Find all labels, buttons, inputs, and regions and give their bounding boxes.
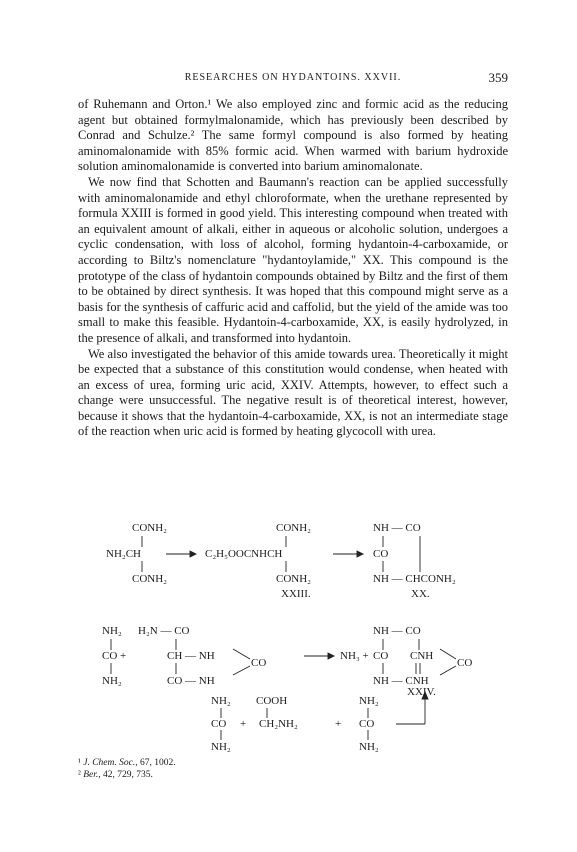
r3-u2-mid: CO [359, 718, 375, 730]
r2-ch-nh: CH — NH [167, 650, 215, 662]
footnote-1-ref: 67, 1002. [137, 758, 176, 768]
r3-g-top: NH₂ [211, 695, 231, 707]
r3-g-bot: NH₂ [211, 741, 231, 753]
footnote-2-mark: ² [78, 770, 81, 780]
r3-ch2nh2: CH₂NH₂ [259, 718, 298, 730]
reaction-scheme [78, 518, 508, 753]
r3-plus-2: + [335, 718, 342, 730]
paragraph-3: We also investigated the behavior of this amide towards urea. Theoretically it might be expected that a substance of this constitution would condense, when heated with an excess of urea, forming uric acid, XXIV. Attempts, however, to effect such a change were unsuccessful. The negative result is of theoretical interest, however, because it shows that the hydantoin-4-carboxamide, XX, is not an intermediate stage of the reaction when uric acid is formed by heating glycocoll with urea. [78, 346, 508, 439]
r3-g-mid: CO [211, 718, 227, 730]
r1-a-bot: CONH₂ [132, 573, 168, 585]
r2-urea-bot: NH₂ [102, 675, 122, 687]
r1-a-mid: NH₂CH [106, 548, 142, 560]
r3-u2-bot: NH₂ [359, 741, 379, 753]
paragraph-1: of Ruhemann and Orton.¹ We also employed zinc and formic acid as the reducing agent but obtained formylmalonamide, which has previously been described by Conrad and Schulze.² The same formyl compound is also formed by heating aminomalonamide with 85% formic acid. When warmed with barium hydroxide solution aminomalonamide is converted into barium aminomalonate. [78, 97, 508, 174]
r2-u-mid-left: CO [373, 650, 389, 662]
r1-b-top: CONH₂ [276, 522, 312, 534]
paragraph-2: We now find that Schotten and Baumann's reaction can be applied successfully with aminomalonamide and ethyl chloroformate, when the urethane represented by formula XXIII is formed in good yield. This interesting compound when treated with an equivalent amount of alkali, either in aqueous or alcoholic solution, undergoes a cyclic condensation, with loss of alcohol, forming hydantoin-4-carboxamide, or according to Biltz's nomenclature "hydantoylamide," XX. This compound is the prototype of the class of hydantoin compounds obtained by Biltz and the first of them to be obtained by direct synthesis. It was hoped that this compound might serve as a basis for the synthesis of caffuric acid and caffolid, but the yield of the amide was too small to make this feasible. Hydantoin-4-carboxamide, XX, is easily hydrolyzed, in the presence of alkali, and transformed into hydantoin. [78, 174, 508, 345]
footnote-2 [78, 769, 176, 781]
r2-u-bot: NH — CNH [373, 675, 429, 687]
r1-c-top: NH — CO [373, 522, 421, 534]
r1-a-top: CONH₂ [132, 522, 168, 534]
r1-c-bot: NH — CHCONH₂ [373, 573, 456, 585]
r2-u-top: NH — CO [373, 625, 421, 637]
footnotes [78, 757, 176, 781]
r3-u2-top: NH₂ [359, 695, 379, 707]
label-xxiii: XXIII. [281, 588, 311, 600]
r2-urea-top: NH₂ [102, 625, 122, 637]
r2-u-co: CO [457, 657, 473, 669]
r2-h2n-co: H₂N — CO [138, 625, 190, 637]
body-text [78, 97, 508, 440]
page-number: 359 [488, 70, 508, 85]
r1-c-mid: CO [373, 548, 389, 560]
label-xx: XX. [411, 588, 430, 600]
r1-b-bot: CONH₂ [276, 573, 312, 585]
r1-b-mid: C₂H₅OOCNHCH [205, 548, 283, 560]
label-xxiv: XXIV. [407, 686, 436, 698]
footnote-1-mark: ¹ [78, 758, 81, 768]
r3-plus-1: + [240, 718, 247, 730]
r2-co-nh: CO — NH [167, 675, 215, 687]
r2-co-ring: CO [251, 657, 267, 669]
r2-u-mid-right: CNH [410, 650, 434, 662]
running-title: RESEARCHES ON HYDANTOINS. XXVII. [184, 72, 402, 83]
footnote-1-source: J. Chem. Soc., [83, 758, 138, 768]
r2-nh3-plus: NH₃ + [340, 650, 369, 662]
footnote-2-ref: 42, 729, 735. [100, 770, 153, 780]
r2-urea-mid: CO + [102, 650, 127, 662]
page-header [78, 72, 508, 88]
footnote-1 [78, 757, 176, 769]
footnote-2-source: Ber., [83, 770, 101, 780]
r3-cooh: COOH [256, 695, 288, 707]
